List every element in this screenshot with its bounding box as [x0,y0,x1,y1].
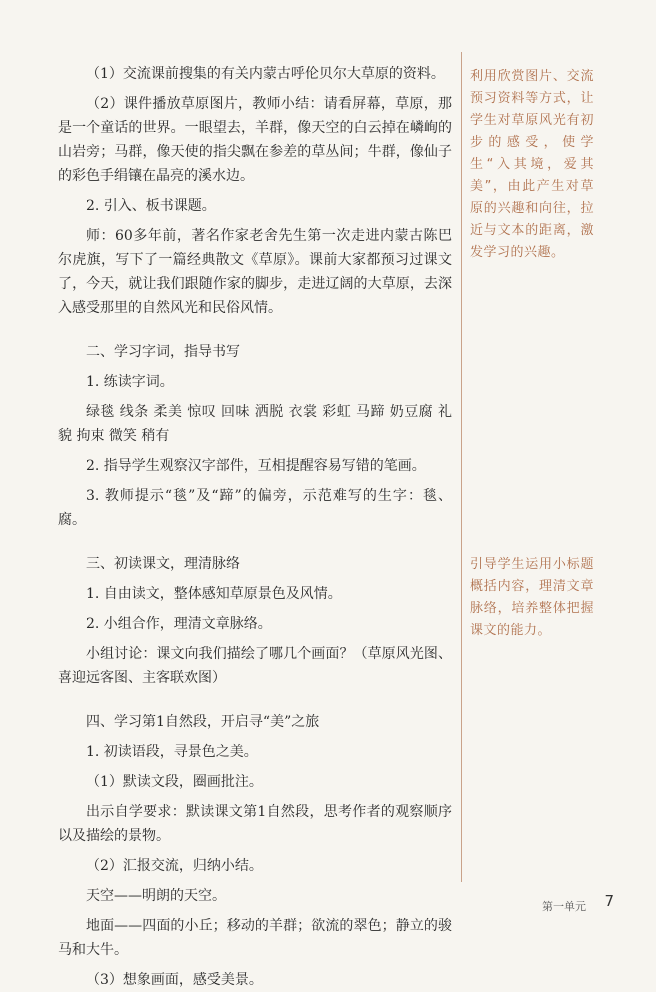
section-heading-4: 四、学习第1自然段，开启寻“美”之旅 [86,714,320,730]
paragraph-12: 1. 初读语段，寻景色之美。 [86,744,258,760]
section-heading-3: 三、初读课文，理清脉络 [86,556,240,572]
paragraph-16: 天空——明朗的天空。 [86,888,226,904]
paragraph-3: 2. 引入、板书课题。 [86,198,216,214]
paragraph-10: 2. 小组合作，理清文章脉络。 [86,616,272,632]
footer-unit-label: 第一单元 [542,900,586,913]
paragraph-4: 师：60多年前，著名作家老舍先生第一次走进内蒙古陈巴尔虎旗，写下了一篇经典散文《草原》。课前大家都预习过课文了，今天，就让我们跟随作家的脚步，走进辽阔的大草原，去深入感受那里的自然风光和民俗风情。 [58,228,452,316]
vocabulary-list: 绿毯 线条 柔美 惊叹 回味 洒脱 衣裳 彩虹 马蹄 奶豆腐 礼貌 拘束 微笑 稍有 [58,404,452,444]
paragraph-11: 小组讨论：课文向我们描绘了哪几个画面？（草原风光图、喜迎远客图、主客联欢图） [58,646,452,686]
paragraph-8: 3. 教师提示“毯”及“蹄”的偏旁，示范难写的生字：毯、腐。 [58,488,452,528]
section-heading-2: 二、学习字词，指导书写 [86,344,240,360]
margin-divider [461,52,462,882]
paragraph-13: （1）默读文段，圈画批注。 [86,774,263,790]
page-number: 7 [604,892,614,910]
main-text-column [58,62,452,992]
paragraph-1: （1）交流课前搜集的有关内蒙古呼伦贝尔大草原的资料。 [86,66,445,82]
side-note-2: 引导学生运用小标题概括内容，理清文章脉络，培养整体把握课文的能力。 [470,557,594,638]
paragraph-9: 1. 自由读文，整体感知草原景色及风情。 [86,586,342,602]
paragraph-2: （2）课件播放草原图片，教师小结：请看屏幕，草原，那是一个童话的世界。一眼望去，羊群，像天空的白云掉在嶙峋的山岩旁；马群，像天使的指尖飘在参差的草丛间；牛群，像仙子的彩色手绢镶在晶亮的溪水边。 [58,96,452,184]
paragraph-14: 出示自学要求：默读课文第1自然段，思考作者的观察顺序以及描绘的景物。 [58,804,452,844]
paragraph-7: 2. 指导学生观察汉字部件，互相提醒容易写错的笔画。 [86,458,426,474]
paragraph-15: （2）汇报交流，归纳小结。 [86,858,263,874]
side-note-1: 利用欣赏图片、交流预习资料等方式，让学生对草原风光有初步的感受，使学生“入其境，爱其美”，由此产生对草原的兴趣和向往，拉近与文本的距离，激发学习的兴趣。 [470,69,594,260]
paragraph-17: 地面——四面的小丘；移动的羊群；欲流的翠色；静立的骏马和大牛。 [58,918,452,958]
paragraph-5: 1. 练读字词。 [86,374,174,390]
paragraph-18: （3）想象画面，感受美景。 [86,972,263,988]
